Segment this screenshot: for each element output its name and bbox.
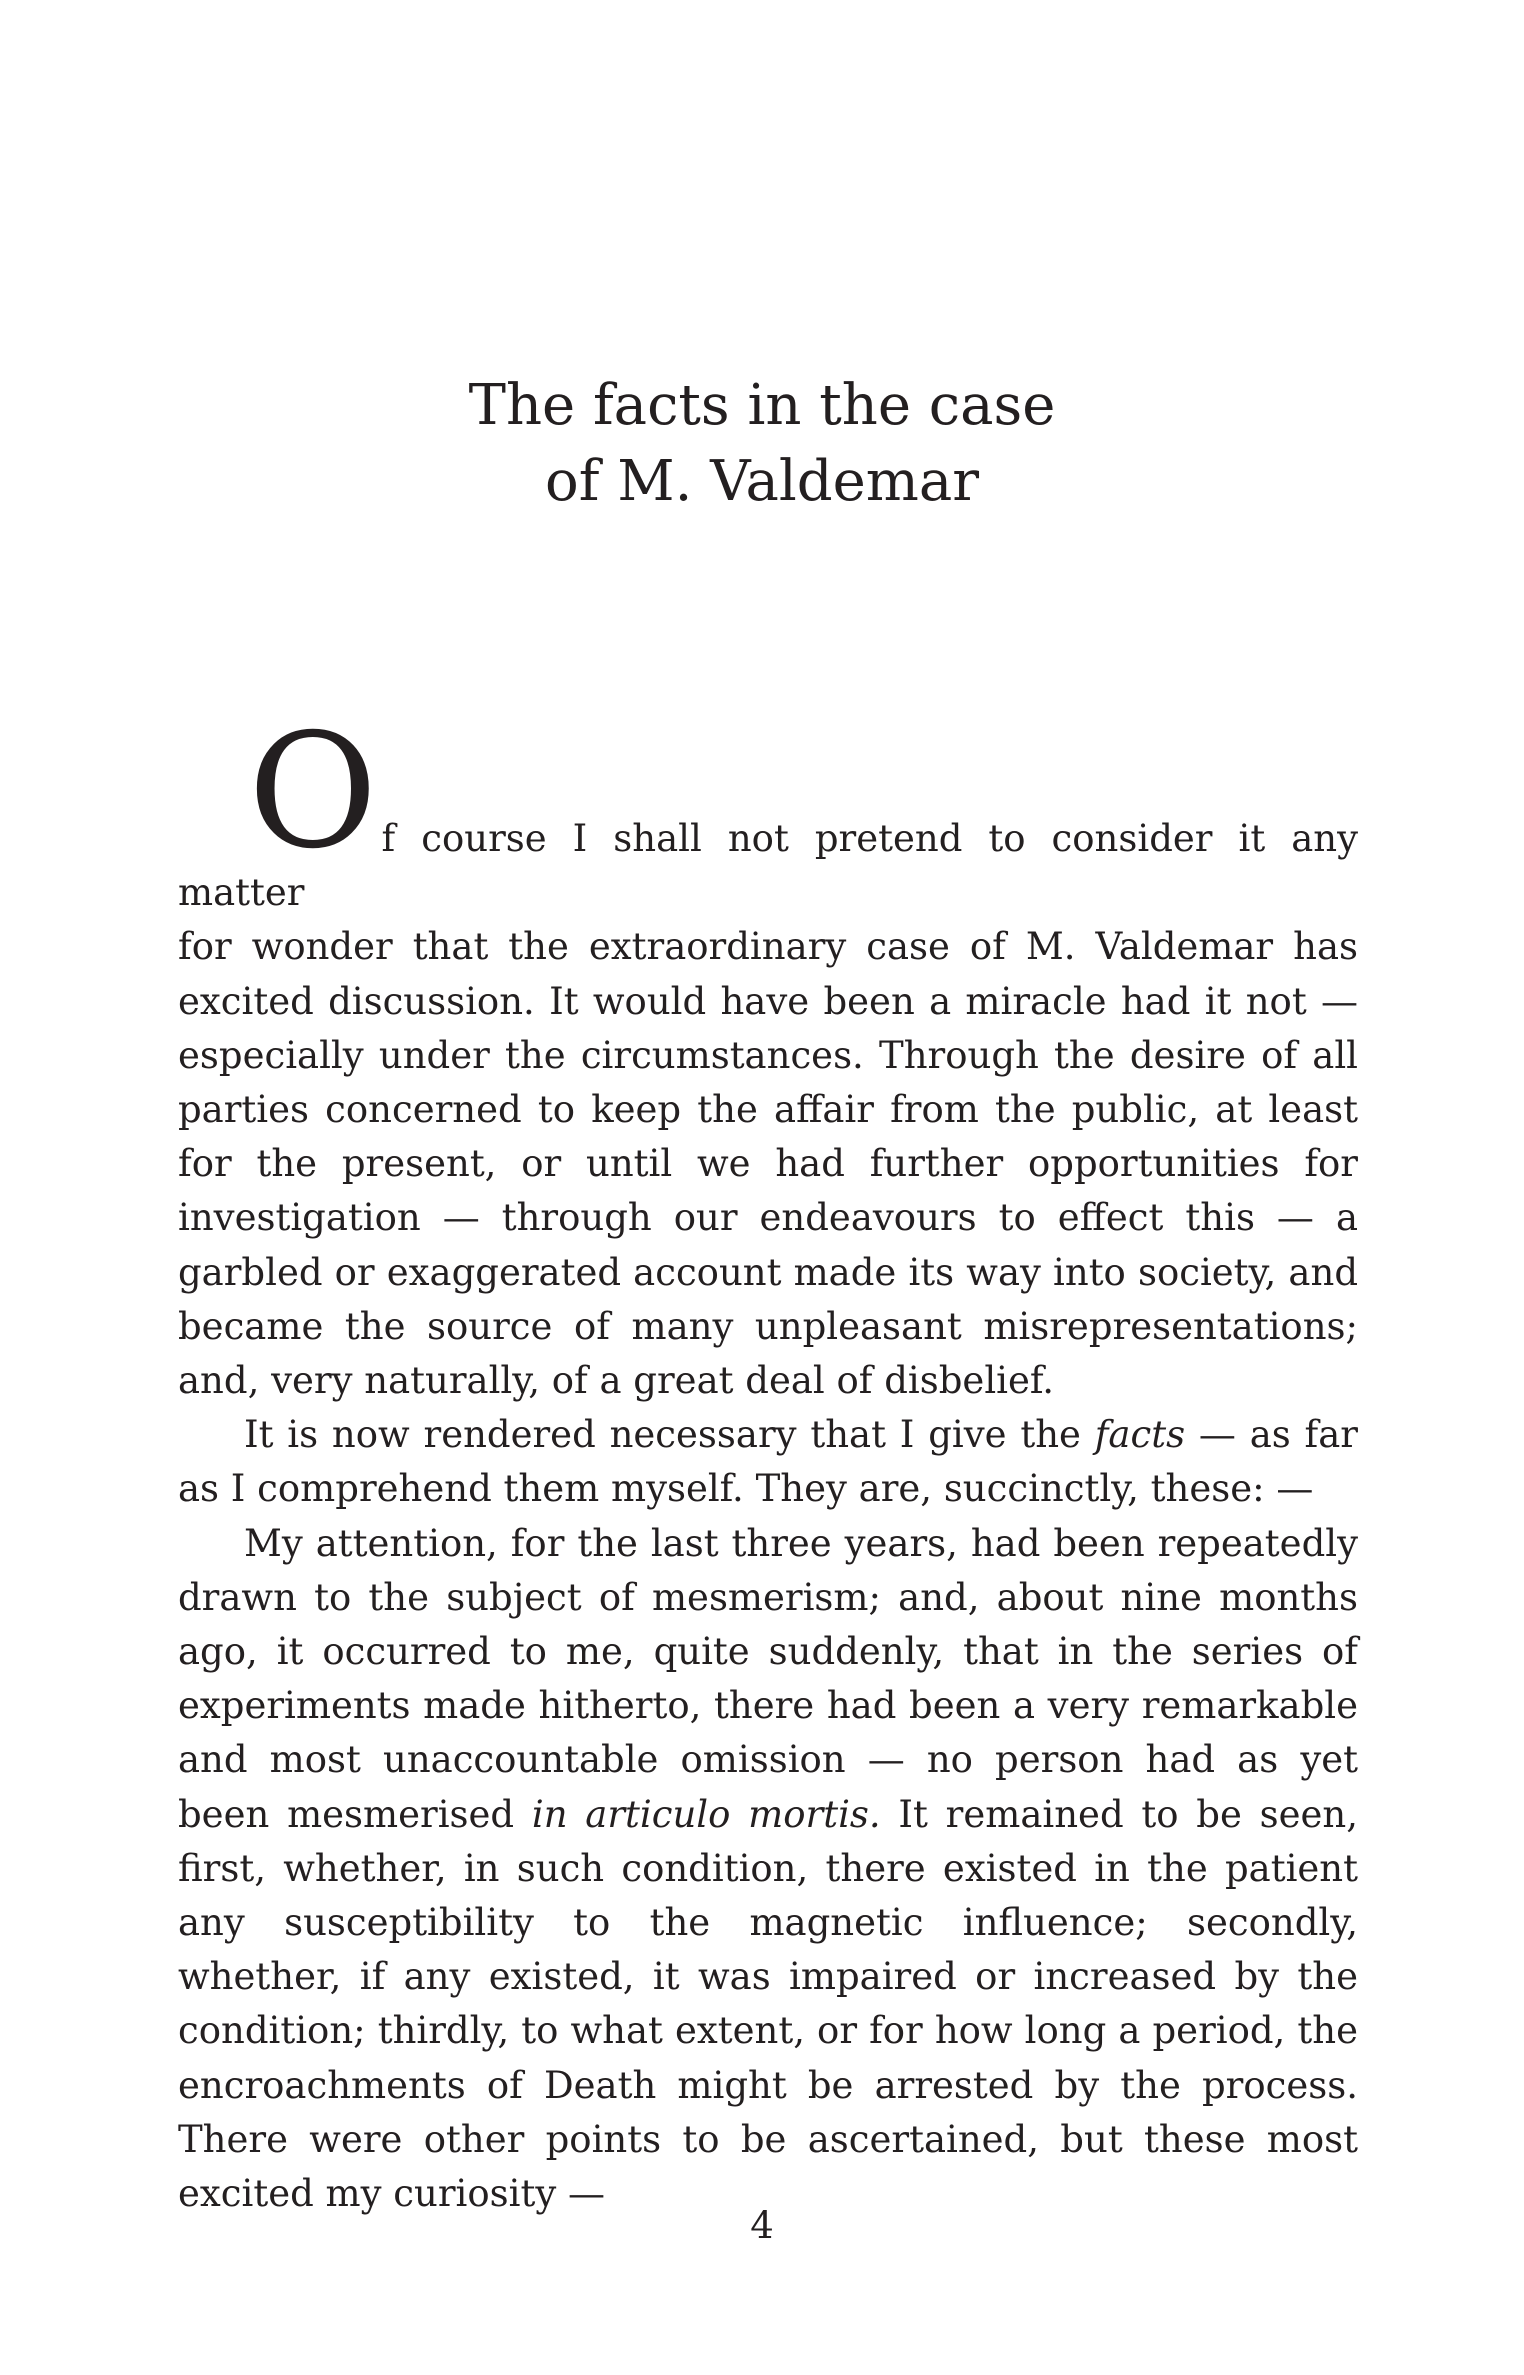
paragraph-3-emphasis: in articulo mortis. [531, 1792, 881, 1836]
body-text [178, 700, 1359, 2221]
drop-cap: O [248, 700, 378, 884]
paragraph-3-text-b: It remained to be seen, first, whether, in such condition, there existed in the patient any susceptibility to the magnetic influence; secondly, whether, if any existed, it was impaired or increased by the condition; thirdly, to what extent, or for how long a period, the encroachments of Death might be arrested by the process. There were other points to be ascertained, but these most excited my curiosity — [178, 1792, 1359, 2216]
paragraph-2-text-a: It is now rendered necessary that I give the [244, 1413, 1095, 1457]
paragraph-2-text-b: — as far as I comprehend them myself. They are, succinctly, these: — [178, 1413, 1358, 1511]
paragraph-1-text: for wonder that the extraordinary case of M. Valdemar has excited discussion. It would have been a miracle had it not — especially under the circumstances. Through the desire of all parties concerned to keep the affair from the public, at least for the present, or until we had further opportunities for investigation — through our endeavours to effect this — a garbled or exaggerated account made its way into society, and became the source of many unpleasant misrepresentations; and, very naturally, of a great deal of disbelief. [178, 925, 1358, 1403]
chapter-title-line-2: of M. Valdemar [544, 449, 980, 514]
paragraph-1 [178, 700, 1358, 1408]
paragraph-1-lead: f course I shall not pretend to consider it any matter [178, 817, 1358, 915]
paragraph-3 [178, 1517, 1358, 2222]
paragraph-2 [178, 1408, 1358, 1516]
page-number: 4 [750, 2204, 774, 2247]
chapter-title [0, 368, 1524, 520]
paragraph-3-text-a: My attention, for the last three years, had been repeatedly drawn to the subject of mesmerism; and, about nine months ago, it occurred to me, quite suddenly, that in the series of experiments made hitherto, there had been a very remarkable and most unaccountable omission — no person had as yet been mesmerised [178, 1521, 1358, 1836]
paragraph-2-emphasis: facts [1094, 1413, 1186, 1457]
chapter-title-line-1: The facts in the case [468, 373, 1056, 438]
